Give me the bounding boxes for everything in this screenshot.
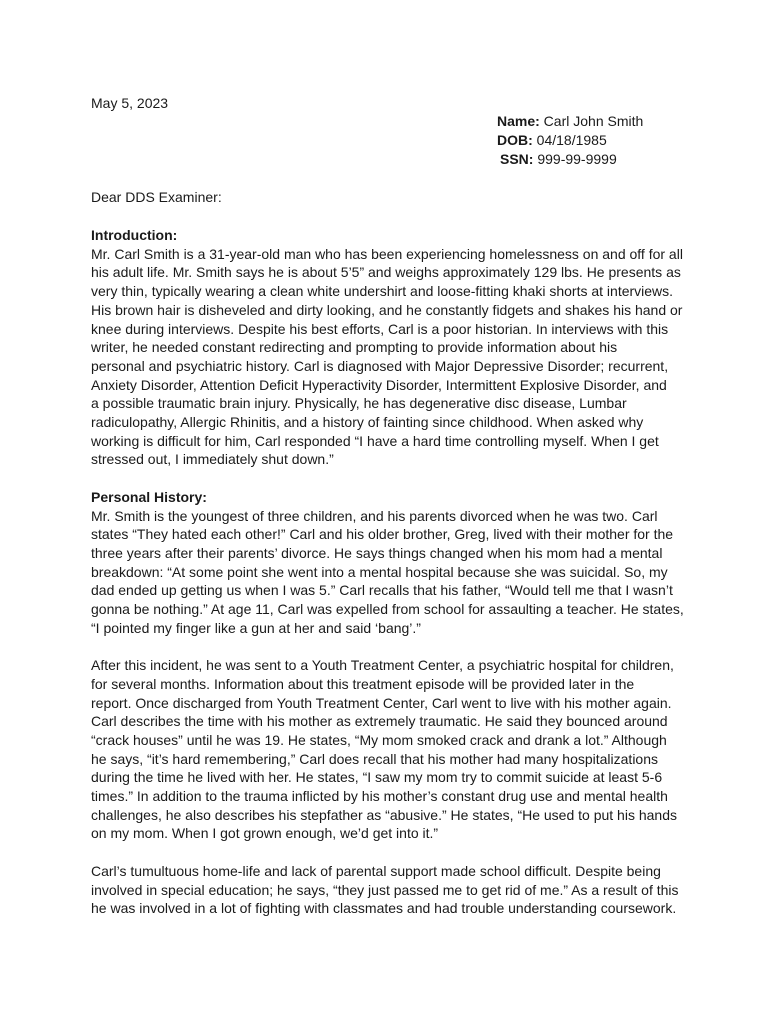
personal-history-heading: Personal History: (91, 488, 207, 505)
personal-history-paragraph-1 (91, 507, 684, 638)
ssn-row (497, 150, 643, 169)
text-line: a possible traumatic brain injury. Physically, he has degenerative disc disease, Lumbar (91, 395, 627, 412)
dob-row (497, 131, 643, 150)
name-label: Name: (497, 113, 540, 129)
text-line: personal and psychiatric history. Carl is diagnosed with Major Depressive Disorder; recurrent, (91, 357, 669, 374)
name-row (497, 112, 643, 131)
introduction-heading: Introduction: (91, 227, 178, 243)
dob-value: 04/18/1985 (532, 132, 607, 148)
letter-date: May 5, 2023 (91, 95, 169, 111)
text-line: for several months. Information about this treatment episode will be provided later in the (91, 675, 635, 692)
text-line: stressed out, I immediately shut down.” (91, 451, 334, 468)
text-line: “crack houses” until he was 19. He states, “My mom smoked crack and drank a lot.” Although (91, 731, 667, 748)
ssn-value: 999-99-9999 (533, 151, 617, 167)
text-line: challenges, he also describes his stepfather as “abusive.” He states, “He used to put his hands (91, 806, 677, 823)
text-line: states “They hated each other!” Carl and his older brother, Greg, lived with their mother for the (91, 526, 674, 543)
name-value: Carl John Smith (539, 113, 644, 129)
text-line: “I pointed my finger like a gun at her and said ‘bang’.” (91, 619, 421, 636)
text-line: Carl’s tumultuous home-life and lack of parental support made school difficult. Despite being (91, 862, 661, 879)
text-line: Anxiety Disorder, Attention Deficit Hyperactivity Disorder, Intermittent Explosive Disorder, and (91, 376, 667, 393)
text-line: working is difficult for him, Carl responded “I have a hard time controlling myself. When I get (91, 432, 659, 449)
text-line: breakdown: “At some point she went into a mental hospital because she was suicidal. So, my (91, 563, 668, 580)
text-line: three years after their parents’ divorce. He says things changed when his mom had a mental (91, 544, 663, 561)
ssn-label: SSN: (500, 151, 534, 167)
text-line: dad ended up getting us when I was 5.” Carl recalls that his father, “Would tell me that I wasn’t (91, 582, 673, 599)
text-line: he says, “it’s hard remembering,” Carl does recall that his mother had many hospitalizations (91, 750, 658, 767)
text-line: report. Once discharged from Youth Treatment Center, Carl went to live with his mother again. (91, 694, 672, 711)
text-line: his adult life. Mr. Smith says he is about 5’5” and weighs approximately 129 lbs. He presents as (91, 264, 681, 281)
text-line: writer, he needed constant redirecting and prompting to provide information about his (91, 339, 618, 356)
text-line: His brown hair is disheveled and dirty looking, and he constantly fidgets and shakes his hand or (91, 301, 683, 318)
personal-history-paragraph-2 (91, 656, 681, 843)
text-line: on my mom. When I got grown enough, we’d get into it.” (91, 825, 439, 842)
personal-history-paragraph-3 (91, 862, 681, 918)
text-line: times.” In addition to the trauma inflicted by his mother’s constant drug use and mental health (91, 788, 668, 805)
text-line: After this incident, he was sent to a Youth Treatment Center, a psychiatric hospital for children, (91, 657, 674, 674)
text-line: during the time he lived with her. He states, “I saw my mom try to commit suicide at least 5-6 (91, 769, 663, 786)
text-line: very thin, typically wearing a clean white undershirt and loose-fitting khaki shorts at interviews. (91, 283, 674, 300)
text-line: gonna be nothing.” At age 11, Carl was expelled from school for assaulting a teacher. He states, (91, 601, 684, 618)
text-line: Mr. Smith is the youngest of three children, and his parents divorced when he was two. Carl (91, 507, 658, 524)
text-line: Carl describes the time with his mother as extremely traumatic. He said they bounced around (91, 713, 668, 730)
identity-block (497, 112, 643, 169)
introduction-paragraph (91, 245, 681, 469)
text-line: he was involved in a lot of fighting with classmates and had trouble understanding coursework. (91, 900, 677, 917)
text-line: Mr. Carl Smith is a 31-year-old man who has been experiencing homelessness on and off for all (91, 245, 683, 262)
text-line: knee during interviews. Despite his best efforts, Carl is a poor historian. In interviews with this (91, 320, 669, 337)
text-line: involved in special education; he says, “they just passed me to get rid of me.” As a result of this (91, 881, 679, 898)
salutation: Dear DDS Examiner: (91, 189, 222, 205)
dob-label: DOB: (497, 132, 533, 148)
letter-body (91, 226, 684, 937)
text-line: radiculopathy, Allergic Rhinitis, and a history of fainting since childhood. When asked why (91, 414, 644, 431)
